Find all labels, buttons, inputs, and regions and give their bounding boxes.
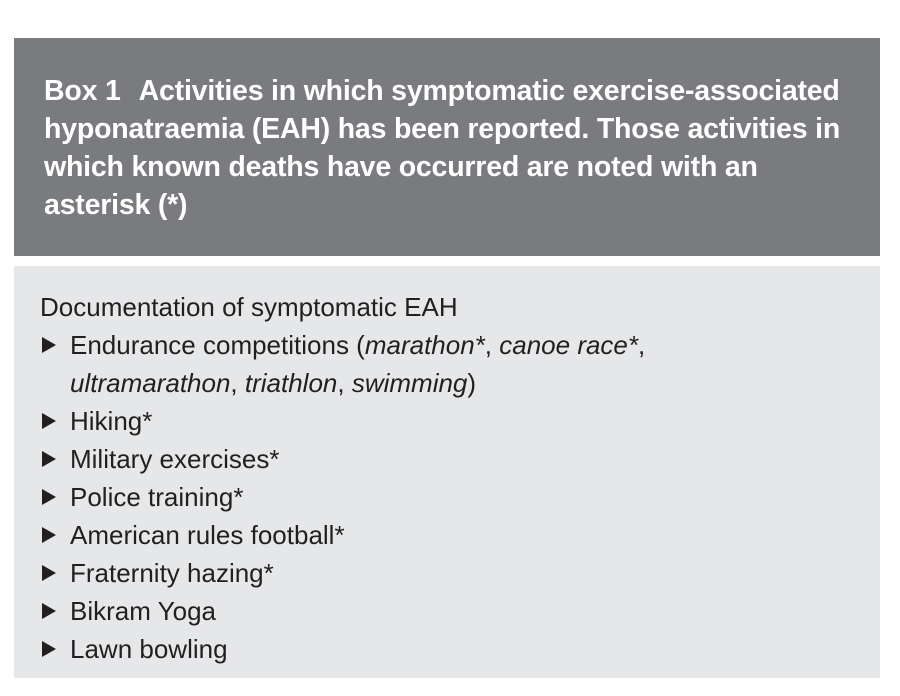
activity-item [40, 554, 856, 592]
activity-label: Police training* [70, 482, 244, 512]
activity-item [40, 478, 856, 516]
box-title-text: Activities in which symptomatic exercise-associated hyponatraemia (EAH) has been reported. Those activities in which known deaths have occurred are noted with an asterisk (*) [44, 75, 841, 221]
bullet-icon [42, 641, 56, 657]
activity-item [40, 630, 856, 668]
endurance-example: ultramarathon [70, 368, 231, 398]
box-title [44, 72, 856, 224]
bullet-icon [42, 527, 56, 543]
activity-label: American rules football* [70, 520, 345, 550]
box-label: Box 1 [44, 75, 121, 107]
endurance-separator: , [484, 330, 500, 360]
endurance-prefix: Endurance competitions ( [70, 330, 365, 360]
bullet-icon [42, 603, 56, 619]
activity-item [40, 516, 856, 554]
activity-label: Bikram Yoga [70, 596, 216, 626]
bullet-icon [42, 413, 56, 429]
activity-list [40, 326, 856, 668]
bullet-icon [42, 565, 56, 581]
section-heading: Documentation of symptomatic EAH [40, 292, 458, 322]
endurance-separator: , [230, 368, 245, 398]
activity-item [40, 592, 856, 630]
activity-label: Lawn bowling [70, 634, 228, 664]
endurance-example: marathon* [364, 330, 485, 360]
endurance-separator: , [638, 330, 646, 360]
activity-label: Hiking* [70, 406, 153, 436]
endurance-suffix: ) [467, 368, 477, 398]
box-body [14, 266, 880, 678]
bullet-icon [42, 489, 56, 505]
activity-label: Military exercises* [70, 444, 280, 474]
endurance-example: canoe race* [499, 330, 639, 360]
box-header [14, 38, 880, 256]
activity-label: Fraternity hazing* [70, 558, 274, 588]
bullet-icon [42, 337, 56, 353]
activity-item-endurance [40, 326, 856, 402]
activity-item [40, 440, 856, 478]
activity-item [40, 402, 856, 440]
endurance-separator: , [337, 368, 352, 398]
endurance-example: triathlon [244, 368, 338, 398]
bullet-icon [42, 451, 56, 467]
endurance-example: swimming [351, 368, 468, 398]
